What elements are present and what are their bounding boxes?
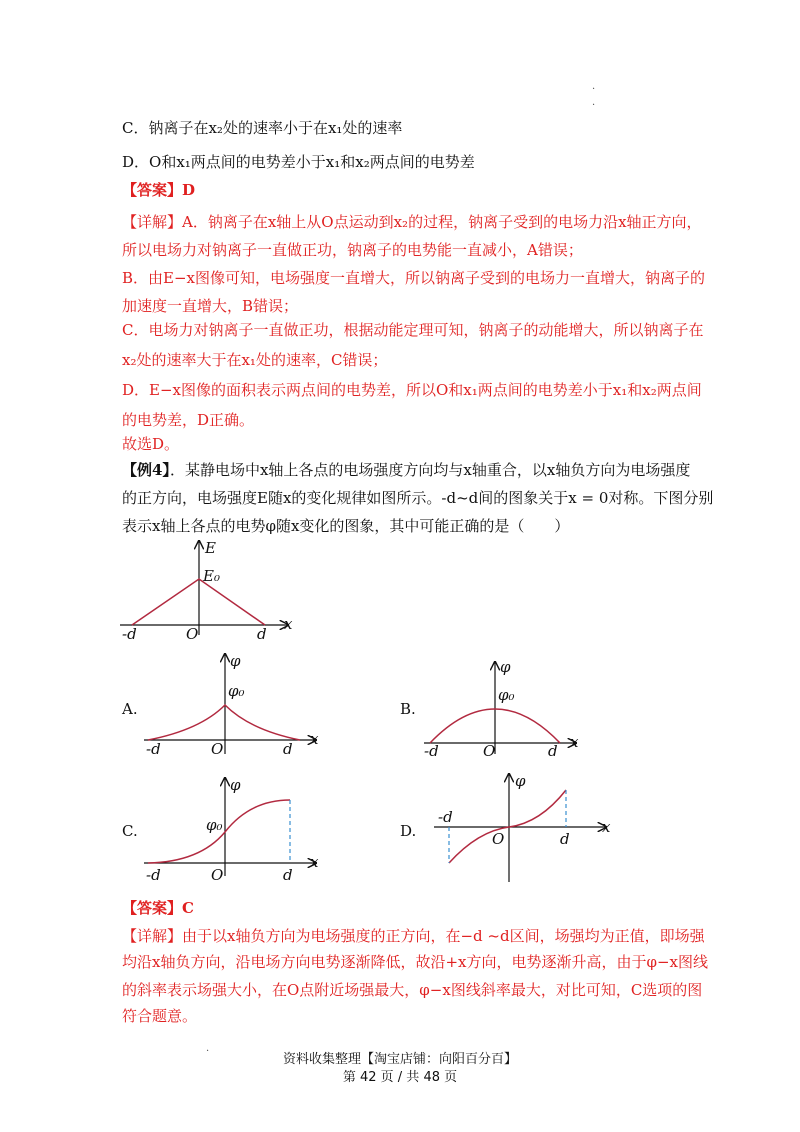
example-tag: 【例4】 (122, 461, 170, 479)
conclusion: 故选D。 (122, 435, 180, 453)
y-axis-label: φ (500, 658, 511, 676)
right-label: d (257, 625, 267, 643)
x-axis-label: x (602, 818, 611, 836)
potential-curve (148, 705, 300, 740)
x-axis-label: x (310, 853, 319, 871)
example-q-3: 表示x轴上各点的电势φ随x变化的图象，其中可能正确的是（ ） (122, 517, 570, 535)
footer-source: 资料收集整理【淘宝店铺：向阳百分百】 (282, 1052, 517, 1067)
scan-dot: · (206, 1046, 210, 1057)
detail-line-8: 的电势差，D正确。 (122, 411, 255, 429)
answer2-detail-4: 符合题意。 (122, 1007, 198, 1025)
option-c-text: C．钠离子在x₂处的速率小于在x₁处的速率 (122, 119, 403, 137)
option-d-text: D．O和x₁两点间的电势差小于x₁和x₂两点间的电势差 (122, 153, 475, 171)
example-q-2: 的正方向，电场强度E随x的变化规律如图所示。-d~d间的图象关于x = 0对称。下图分别 (122, 489, 714, 507)
origin-potential-label: φ₀ (206, 816, 223, 834)
left-label: -d (122, 625, 137, 643)
x-axis-label: x (284, 615, 293, 633)
e-x-graph (110, 535, 310, 645)
peak-label: φ₀ (498, 686, 515, 704)
option-a-graph (140, 650, 330, 760)
footer-page-number: 第 42 页 / 共 48 页 (342, 1070, 458, 1085)
option-c-letter: C. (122, 822, 138, 840)
right-label: d (548, 742, 558, 760)
x-axis-label: x (310, 730, 319, 748)
origin-label: O (483, 742, 496, 760)
option-a-letter: A. (122, 700, 138, 718)
option-b-graph (420, 650, 610, 760)
answer2-detail-3: 的斜率表示场强大小，在O点附近场强最大，φ−x图线斜率最大，对比可知，C选项的图 (122, 981, 703, 999)
origin-label: O (211, 740, 224, 758)
detail-line-1: 【详解】A．钠离子在x轴上从O点运动到x₂的过程，钠离子受到的电场力沿x轴正方向， (122, 213, 702, 231)
right-label: d (560, 830, 570, 848)
detail-line-7: D．E−x图像的面积表示两点间的电势差，所以O和x₁两点间的电势差小于x₁和x₂两点间 (122, 381, 702, 399)
example-q-1: ．某静电场中x轴上各点的电场强度方向均与x轴重合，以x轴负方向为电场强度 (169, 461, 691, 479)
detail-line-3: B．由E−x图像可知，电场强度一直增大，所以钠离子受到的电场力一直增大，钠离子的 (122, 269, 706, 287)
detail-line-4: 加速度一直增大，B错误； (122, 297, 299, 315)
origin-label: O (211, 866, 224, 884)
answer-label: 【答案】D (122, 181, 196, 199)
y-axis-label: E (205, 539, 216, 557)
scan-dot: · (592, 84, 596, 95)
answer2-label: 【答案】C (122, 899, 194, 917)
answer2-detail-1: 【详解】由于以x轴负方向为电场强度的正方向，在−d ~d区间，场强均为正值，即场强 (122, 927, 705, 945)
right-label: d (283, 740, 293, 758)
left-label: -d (424, 742, 439, 760)
example-line-1 (122, 460, 690, 480)
scan-dot: · (592, 100, 596, 111)
option-d-graph (420, 768, 620, 888)
origin-label: O (186, 625, 199, 643)
detail-line-2: 所以电场力对钠离子一直做正功，钠离子的电势能一直减小，A错误； (122, 241, 583, 259)
detail-line-6: x₂处的速率大于在x₁处的速率，C错误； (122, 351, 388, 369)
option-d-letter: D. (400, 822, 417, 840)
y-axis-label: φ (230, 652, 241, 670)
peak-label: φ₀ (228, 682, 245, 700)
origin-label: O (492, 830, 505, 848)
left-label: -d (146, 740, 161, 758)
y-axis-label: φ (230, 776, 241, 794)
y-axis-label: φ (515, 772, 526, 790)
left-label: -d (146, 866, 161, 884)
left-label: -d (438, 808, 453, 826)
right-label: d (283, 866, 293, 884)
answer2-detail-2: 均沿x轴负方向，沿电场方向电势逐渐降低，故沿+x方向，电势逐渐升高，由于φ−x图线 (122, 953, 709, 971)
option-c-graph (140, 772, 330, 887)
detail-line-5: C．电场力对钠离子一直做正功，根据动能定理可知，钠离子的动能增大，所以钠离子在 (122, 321, 704, 339)
peak-label: E₀ (203, 567, 220, 585)
potential-curve-right (509, 790, 566, 827)
option-b-letter: B. (400, 700, 416, 718)
x-axis-label: x (570, 733, 579, 751)
